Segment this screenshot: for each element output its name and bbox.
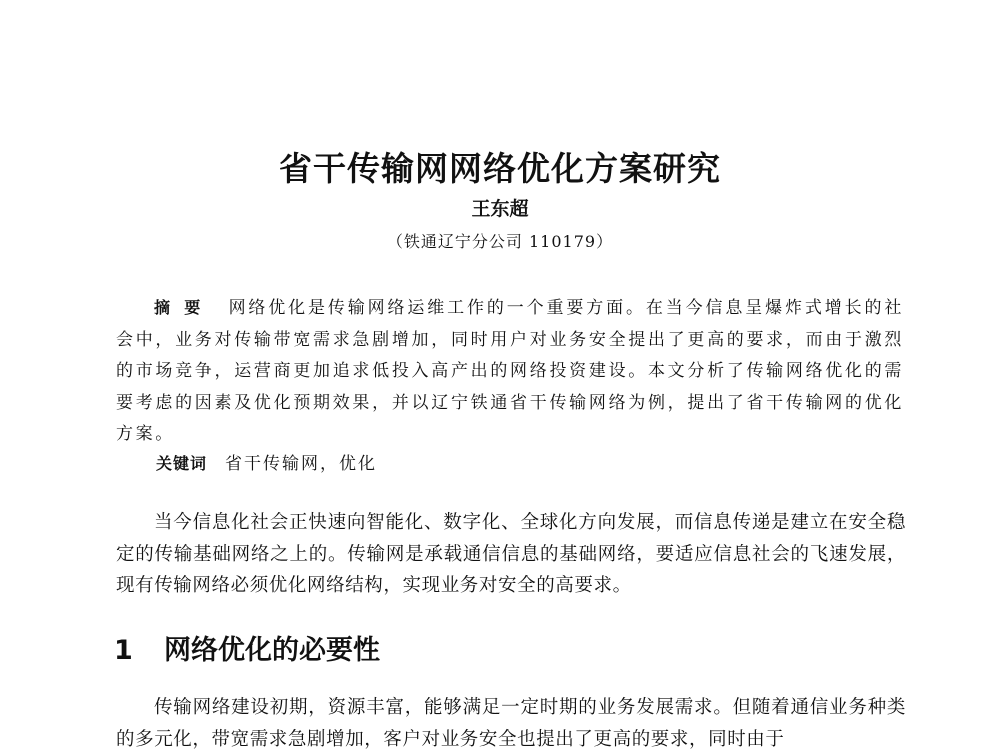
section-number: 1 bbox=[114, 635, 133, 666]
paper-title: 省干传输网网络优化方案研究 bbox=[279, 149, 721, 188]
intro-paragraph: 当今信息化社会正快速向智能化、数字化、全球化方向发展，而信息传递是建立在安全稳定的传输基础网络之上的。传输网是承载通信信息的基础网络，要适应信息社会的飞速发展，现有传输网络必须优化网络结构，实现业务对安全的高要求。 bbox=[116, 512, 906, 596]
abstract bbox=[116, 292, 904, 451]
author-name: 王东超 bbox=[471, 198, 529, 220]
keywords bbox=[156, 449, 377, 474]
section-heading bbox=[114, 628, 380, 667]
section-body-paragraph: 传输网络建设初期，资源丰富，能够满足一定时期的业务发展需求。但随着通信业务种类的多元化，带宽需求急剧增加，客户对业务安全也提出了更高的要求，同时由于 bbox=[116, 697, 906, 750]
section-title: 网络优化的必要性 bbox=[164, 635, 380, 666]
keywords-label: 关键词 bbox=[156, 454, 208, 473]
abstract-label: 摘要 bbox=[154, 298, 215, 317]
abstract-text: 网络优化是传输网络运维工作的一个重要方面。在当今信息呈爆炸式增长的社会中，业务对传输带宽需求急剧增加，同时用户对业务安全提出了更高的要求，而由于激烈的市场竞争，运营商更加追求低投入高产出的网络投资建设。本文分析了传输网络优化的需要考虑的因素及优化预期效果，并以辽宁铁通省干传输网络为例，提出了省干传输网的优化方案。 bbox=[116, 298, 904, 444]
affiliation: （铁通辽宁分公司 110179） bbox=[386, 232, 614, 251]
keywords-text: 省干传输网，优化 bbox=[225, 454, 378, 474]
